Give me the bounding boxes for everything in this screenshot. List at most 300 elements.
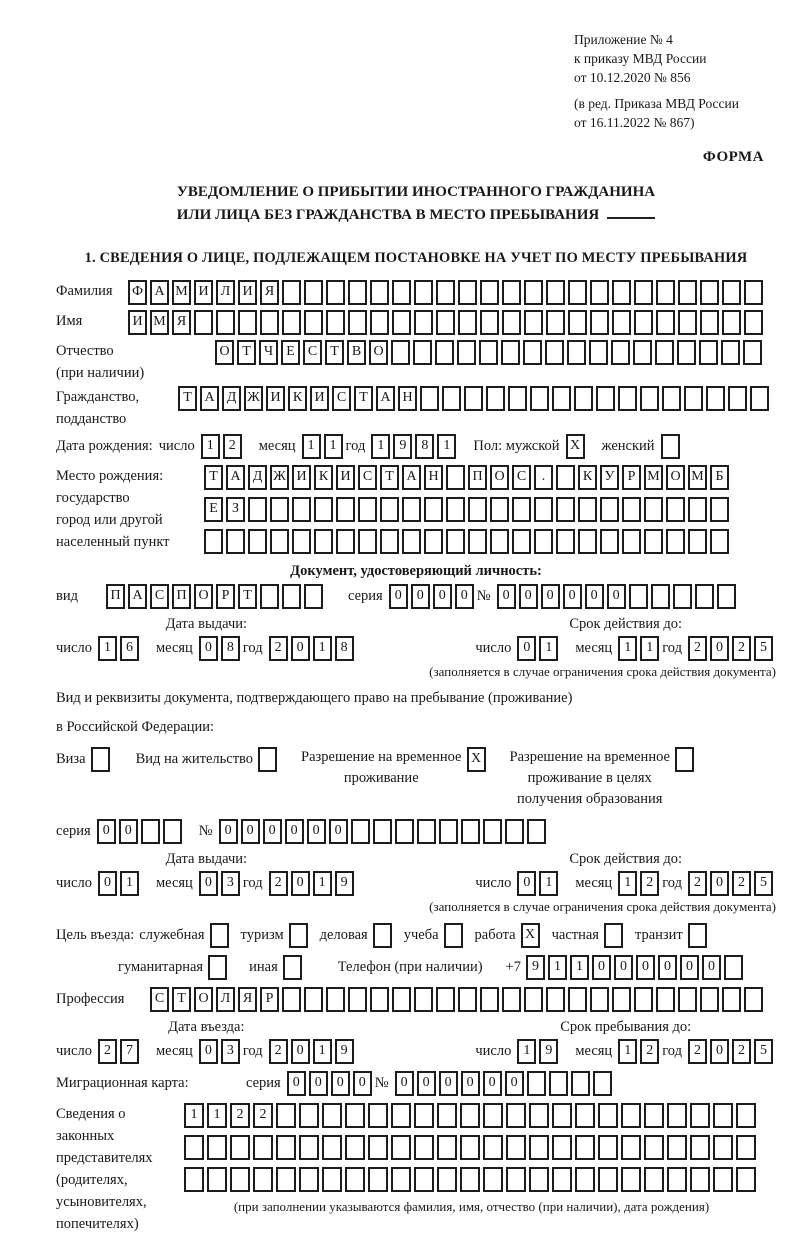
char-cell[interactable] xyxy=(141,819,160,844)
char-cell[interactable] xyxy=(358,497,377,522)
char-cell[interactable]: П xyxy=(172,584,191,609)
char-cell[interactable]: Ж xyxy=(270,465,289,490)
char-cell[interactable]: Я xyxy=(172,310,191,335)
char-cell[interactable]: 9 xyxy=(335,1039,354,1064)
char-cell[interactable] xyxy=(276,1167,296,1192)
char-cell[interactable]: И xyxy=(238,280,257,305)
char-cell[interactable] xyxy=(230,1167,250,1192)
char-cell[interactable]: 6 xyxy=(120,636,139,661)
char-cell[interactable] xyxy=(744,280,763,305)
char-cell[interactable] xyxy=(226,529,245,554)
char-cell[interactable]: 0 xyxy=(287,1071,306,1096)
char-cell[interactable] xyxy=(529,1135,549,1160)
char-cell[interactable] xyxy=(414,1135,434,1160)
char-cell[interactable] xyxy=(678,280,697,305)
char-cell[interactable]: А xyxy=(376,386,395,411)
char-cell[interactable]: 9 xyxy=(335,871,354,896)
char-cell[interactable]: X xyxy=(467,747,486,772)
char-cell[interactable] xyxy=(590,310,609,335)
char-cell[interactable] xyxy=(666,497,685,522)
char-cell[interactable]: И xyxy=(128,310,147,335)
char-cell[interactable] xyxy=(442,386,461,411)
char-cell[interactable] xyxy=(299,1167,319,1192)
char-cell[interactable]: 0 xyxy=(563,584,582,609)
char-cell[interactable]: 1 xyxy=(570,955,589,980)
char-cell[interactable] xyxy=(666,529,685,554)
char-cell[interactable]: 1 xyxy=(120,871,139,896)
char-cell[interactable] xyxy=(464,386,483,411)
char-cell[interactable] xyxy=(502,987,521,1012)
char-cell[interactable]: Т xyxy=(172,987,191,1012)
char-cell[interactable]: М xyxy=(644,465,663,490)
char-cell[interactable]: К xyxy=(288,386,307,411)
char-cell[interactable] xyxy=(545,340,564,365)
char-cell[interactable]: Д xyxy=(248,465,267,490)
char-cell[interactable] xyxy=(644,529,663,554)
char-cell[interactable] xyxy=(690,1135,710,1160)
char-cell[interactable] xyxy=(304,310,323,335)
char-cell[interactable]: 2 xyxy=(732,1039,751,1064)
char-cell[interactable]: 5 xyxy=(754,1039,773,1064)
char-cell[interactable]: 0 xyxy=(199,636,218,661)
char-cell[interactable]: К xyxy=(314,465,333,490)
char-cell[interactable] xyxy=(534,497,553,522)
char-cell[interactable]: Е xyxy=(204,497,223,522)
char-cell[interactable]: 0 xyxy=(331,1071,350,1096)
char-cell[interactable] xyxy=(370,310,389,335)
char-cell[interactable] xyxy=(414,987,433,1012)
char-cell[interactable] xyxy=(490,497,509,522)
char-cell[interactable] xyxy=(622,497,641,522)
char-cell[interactable] xyxy=(736,1135,756,1160)
char-cell[interactable] xyxy=(282,310,301,335)
char-cell[interactable] xyxy=(710,529,729,554)
char-cell[interactable]: 3 xyxy=(221,1039,240,1064)
char-cell[interactable] xyxy=(549,1071,568,1096)
char-cell[interactable] xyxy=(446,465,465,490)
char-cell[interactable] xyxy=(568,310,587,335)
char-cell[interactable] xyxy=(596,386,615,411)
char-cell[interactable]: X xyxy=(521,923,540,948)
char-cell[interactable] xyxy=(417,819,436,844)
char-cell[interactable] xyxy=(299,1103,319,1128)
char-cell[interactable] xyxy=(673,584,692,609)
char-cell[interactable]: 9 xyxy=(526,955,545,980)
char-cell[interactable] xyxy=(621,1103,641,1128)
char-cell[interactable]: 1 xyxy=(313,871,332,896)
char-cell[interactable] xyxy=(546,310,565,335)
char-cell[interactable] xyxy=(444,923,463,948)
char-cell[interactable] xyxy=(194,310,213,335)
char-cell[interactable] xyxy=(314,497,333,522)
char-cell[interactable]: 8 xyxy=(335,636,354,661)
char-cell[interactable] xyxy=(282,280,301,305)
char-cell[interactable] xyxy=(527,819,546,844)
char-cell[interactable] xyxy=(253,1135,273,1160)
char-cell[interactable]: О xyxy=(490,465,509,490)
char-cell[interactable]: У xyxy=(600,465,619,490)
char-cell[interactable]: П xyxy=(468,465,487,490)
char-cell[interactable] xyxy=(629,584,648,609)
char-cell[interactable]: 0 xyxy=(199,871,218,896)
char-cell[interactable] xyxy=(184,1135,204,1160)
char-cell[interactable] xyxy=(530,386,549,411)
char-cell[interactable]: А xyxy=(128,584,147,609)
char-cell[interactable] xyxy=(351,819,370,844)
char-cell[interactable] xyxy=(260,310,279,335)
char-cell[interactable]: 8 xyxy=(221,636,240,661)
char-cell[interactable]: Ч xyxy=(259,340,278,365)
char-cell[interactable] xyxy=(486,386,505,411)
char-cell[interactable]: 0 xyxy=(291,1039,310,1064)
char-cell[interactable] xyxy=(437,1103,457,1128)
char-cell[interactable]: 0 xyxy=(309,1071,328,1096)
char-cell[interactable] xyxy=(750,386,769,411)
char-cell[interactable]: 0 xyxy=(636,955,655,980)
char-cell[interactable]: Б xyxy=(710,465,729,490)
char-cell[interactable] xyxy=(678,987,697,1012)
char-cell[interactable] xyxy=(322,1103,342,1128)
char-cell[interactable] xyxy=(391,340,410,365)
char-cell[interactable] xyxy=(505,819,524,844)
char-cell[interactable] xyxy=(91,747,110,772)
char-cell[interactable]: 0 xyxy=(585,584,604,609)
char-cell[interactable] xyxy=(436,310,455,335)
char-cell[interactable]: 0 xyxy=(680,955,699,980)
char-cell[interactable] xyxy=(458,310,477,335)
char-cell[interactable]: 3 xyxy=(221,871,240,896)
char-cell[interactable]: 0 xyxy=(483,1071,502,1096)
char-cell[interactable]: 0 xyxy=(263,819,282,844)
char-cell[interactable]: С xyxy=(358,465,377,490)
char-cell[interactable] xyxy=(523,340,542,365)
char-cell[interactable]: С xyxy=(150,584,169,609)
char-cell[interactable] xyxy=(690,1167,710,1192)
char-cell[interactable] xyxy=(546,987,565,1012)
char-cell[interactable] xyxy=(593,1071,612,1096)
char-cell[interactable] xyxy=(656,987,675,1012)
char-cell[interactable]: Т xyxy=(204,465,223,490)
char-cell[interactable]: 0 xyxy=(710,871,729,896)
char-cell[interactable] xyxy=(717,584,736,609)
char-cell[interactable] xyxy=(437,1167,457,1192)
char-cell[interactable] xyxy=(502,310,521,335)
char-cell[interactable] xyxy=(424,497,443,522)
char-cell[interactable] xyxy=(270,529,289,554)
char-cell[interactable] xyxy=(575,1135,595,1160)
char-cell[interactable] xyxy=(527,1071,546,1096)
char-cell[interactable] xyxy=(184,1167,204,1192)
char-cell[interactable]: . xyxy=(534,465,553,490)
char-cell[interactable]: 0 xyxy=(517,871,536,896)
char-cell[interactable]: 0 xyxy=(497,584,516,609)
char-cell[interactable] xyxy=(304,987,323,1012)
char-cell[interactable] xyxy=(506,1103,526,1128)
char-cell[interactable]: 2 xyxy=(640,871,659,896)
char-cell[interactable]: Т xyxy=(237,340,256,365)
char-cell[interactable] xyxy=(634,280,653,305)
char-cell[interactable] xyxy=(402,529,421,554)
char-cell[interactable]: М xyxy=(688,465,707,490)
char-cell[interactable]: 0 xyxy=(97,819,116,844)
char-cell[interactable] xyxy=(578,529,597,554)
char-cell[interactable]: 0 xyxy=(710,636,729,661)
char-cell[interactable] xyxy=(348,310,367,335)
char-cell[interactable] xyxy=(524,987,543,1012)
char-cell[interactable] xyxy=(468,529,487,554)
char-cell[interactable]: 0 xyxy=(119,819,138,844)
char-cell[interactable] xyxy=(552,1103,572,1128)
char-cell[interactable] xyxy=(439,819,458,844)
char-cell[interactable]: 2 xyxy=(269,871,288,896)
char-cell[interactable]: 5 xyxy=(754,871,773,896)
char-cell[interactable]: С xyxy=(150,987,169,1012)
char-cell[interactable]: 0 xyxy=(607,584,626,609)
char-cell[interactable] xyxy=(556,497,575,522)
char-cell[interactable]: О xyxy=(215,340,234,365)
char-cell[interactable] xyxy=(435,340,454,365)
char-cell[interactable]: 0 xyxy=(199,1039,218,1064)
char-cell[interactable] xyxy=(208,955,227,980)
char-cell[interactable] xyxy=(644,1135,664,1160)
char-cell[interactable] xyxy=(292,497,311,522)
char-cell[interactable] xyxy=(204,529,223,554)
char-cell[interactable] xyxy=(460,1135,480,1160)
char-cell[interactable]: 2 xyxy=(253,1103,273,1128)
char-cell[interactable]: 1 xyxy=(184,1103,204,1128)
char-cell[interactable] xyxy=(480,280,499,305)
char-cell[interactable] xyxy=(700,280,719,305)
char-cell[interactable] xyxy=(276,1103,296,1128)
char-cell[interactable]: Т xyxy=(238,584,257,609)
char-cell[interactable]: И xyxy=(310,386,329,411)
char-cell[interactable]: 0 xyxy=(417,1071,436,1096)
char-cell[interactable]: Т xyxy=(178,386,197,411)
char-cell[interactable] xyxy=(420,386,439,411)
char-cell[interactable]: 9 xyxy=(539,1039,558,1064)
char-cell[interactable] xyxy=(207,1135,227,1160)
char-cell[interactable] xyxy=(336,529,355,554)
char-cell[interactable] xyxy=(656,280,675,305)
char-cell[interactable]: 0 xyxy=(389,584,408,609)
char-cell[interactable]: Л xyxy=(216,987,235,1012)
char-cell[interactable] xyxy=(276,1135,296,1160)
char-cell[interactable]: 1 xyxy=(640,636,659,661)
char-cell[interactable] xyxy=(622,529,641,554)
char-cell[interactable] xyxy=(600,529,619,554)
char-cell[interactable]: 2 xyxy=(269,636,288,661)
char-cell[interactable]: 0 xyxy=(505,1071,524,1096)
char-cell[interactable] xyxy=(667,1103,687,1128)
char-cell[interactable] xyxy=(207,1167,227,1192)
char-cell[interactable]: 0 xyxy=(291,636,310,661)
char-cell[interactable] xyxy=(612,987,631,1012)
char-cell[interactable] xyxy=(575,1167,595,1192)
char-cell[interactable] xyxy=(634,987,653,1012)
char-cell[interactable] xyxy=(590,280,609,305)
char-cell[interactable]: 0 xyxy=(614,955,633,980)
char-cell[interactable]: В xyxy=(347,340,366,365)
char-cell[interactable]: 2 xyxy=(732,871,751,896)
char-cell[interactable]: И xyxy=(194,280,213,305)
char-cell[interactable] xyxy=(392,310,411,335)
char-cell[interactable] xyxy=(248,497,267,522)
char-cell[interactable] xyxy=(512,529,531,554)
char-cell[interactable] xyxy=(688,497,707,522)
char-cell[interactable]: 1 xyxy=(98,636,117,661)
char-cell[interactable] xyxy=(598,1167,618,1192)
char-cell[interactable] xyxy=(395,819,414,844)
char-cell[interactable]: Р xyxy=(260,987,279,1012)
char-cell[interactable] xyxy=(414,280,433,305)
char-cell[interactable]: 0 xyxy=(395,1071,414,1096)
char-cell[interactable] xyxy=(253,1167,273,1192)
char-cell[interactable]: Д xyxy=(222,386,241,411)
char-cell[interactable] xyxy=(391,1135,411,1160)
char-cell[interactable]: К xyxy=(578,465,597,490)
char-cell[interactable] xyxy=(598,1135,618,1160)
char-cell[interactable] xyxy=(368,1135,388,1160)
char-cell[interactable] xyxy=(644,1103,664,1128)
char-cell[interactable] xyxy=(322,1167,342,1192)
char-cell[interactable]: 0 xyxy=(285,819,304,844)
char-cell[interactable] xyxy=(634,310,653,335)
char-cell[interactable] xyxy=(713,1103,733,1128)
char-cell[interactable] xyxy=(524,280,543,305)
char-cell[interactable] xyxy=(568,987,587,1012)
char-cell[interactable] xyxy=(675,747,694,772)
char-cell[interactable]: 1 xyxy=(539,871,558,896)
char-cell[interactable] xyxy=(529,1167,549,1192)
char-cell[interactable]: 1 xyxy=(371,434,390,459)
char-cell[interactable] xyxy=(480,987,499,1012)
char-cell[interactable]: Р xyxy=(622,465,641,490)
char-cell[interactable] xyxy=(358,529,377,554)
char-cell[interactable] xyxy=(373,819,392,844)
char-cell[interactable] xyxy=(575,1103,595,1128)
char-cell[interactable] xyxy=(724,955,743,980)
char-cell[interactable]: И xyxy=(266,386,285,411)
char-cell[interactable]: Ж xyxy=(244,386,263,411)
char-cell[interactable]: Т xyxy=(380,465,399,490)
char-cell[interactable] xyxy=(437,1135,457,1160)
char-cell[interactable] xyxy=(699,340,718,365)
char-cell[interactable] xyxy=(424,529,443,554)
char-cell[interactable]: О xyxy=(369,340,388,365)
char-cell[interactable] xyxy=(458,987,477,1012)
char-cell[interactable] xyxy=(667,1167,687,1192)
char-cell[interactable]: 0 xyxy=(702,955,721,980)
char-cell[interactable] xyxy=(457,340,476,365)
char-cell[interactable] xyxy=(326,987,345,1012)
char-cell[interactable]: А xyxy=(226,465,245,490)
char-cell[interactable] xyxy=(480,310,499,335)
char-cell[interactable]: П xyxy=(106,584,125,609)
char-cell[interactable] xyxy=(512,497,531,522)
char-cell[interactable] xyxy=(534,529,553,554)
char-cell[interactable]: 7 xyxy=(120,1039,139,1064)
char-cell[interactable]: М xyxy=(150,310,169,335)
char-cell[interactable]: 0 xyxy=(291,871,310,896)
char-cell[interactable] xyxy=(706,386,725,411)
char-cell[interactable] xyxy=(468,497,487,522)
char-cell[interactable] xyxy=(743,340,762,365)
char-cell[interactable]: 5 xyxy=(754,636,773,661)
char-cell[interactable] xyxy=(552,386,571,411)
char-cell[interactable]: 0 xyxy=(353,1071,372,1096)
char-cell[interactable]: 1 xyxy=(207,1103,227,1128)
char-cell[interactable] xyxy=(345,1167,365,1192)
char-cell[interactable]: 2 xyxy=(688,871,707,896)
char-cell[interactable] xyxy=(506,1135,526,1160)
char-cell[interactable] xyxy=(710,497,729,522)
char-cell[interactable] xyxy=(248,529,267,554)
char-cell[interactable] xyxy=(556,465,575,490)
char-cell[interactable]: А xyxy=(402,465,421,490)
char-cell[interactable] xyxy=(258,747,277,772)
char-cell[interactable] xyxy=(402,497,421,522)
char-cell[interactable]: 1 xyxy=(618,1039,637,1064)
char-cell[interactable] xyxy=(380,497,399,522)
char-cell[interactable] xyxy=(230,1135,250,1160)
char-cell[interactable] xyxy=(391,1103,411,1128)
char-cell[interactable] xyxy=(695,584,714,609)
char-cell[interactable] xyxy=(618,386,637,411)
char-cell[interactable] xyxy=(600,497,619,522)
char-cell[interactable]: 1 xyxy=(302,434,321,459)
char-cell[interactable] xyxy=(644,1167,664,1192)
char-cell[interactable]: 0 xyxy=(98,871,117,896)
char-cell[interactable]: 9 xyxy=(393,434,412,459)
char-cell[interactable]: Е xyxy=(281,340,300,365)
char-cell[interactable] xyxy=(640,386,659,411)
char-cell[interactable] xyxy=(656,310,675,335)
char-cell[interactable] xyxy=(590,987,609,1012)
char-cell[interactable]: 2 xyxy=(230,1103,250,1128)
char-cell[interactable] xyxy=(722,310,741,335)
char-cell[interactable]: 0 xyxy=(411,584,430,609)
char-cell[interactable] xyxy=(501,340,520,365)
char-cell[interactable] xyxy=(260,584,279,609)
char-cell[interactable] xyxy=(621,1135,641,1160)
char-cell[interactable] xyxy=(506,1167,526,1192)
char-cell[interactable] xyxy=(238,310,257,335)
char-cell[interactable] xyxy=(633,340,652,365)
char-cell[interactable] xyxy=(446,497,465,522)
char-cell[interactable]: X xyxy=(566,434,585,459)
char-cell[interactable] xyxy=(436,987,455,1012)
char-cell[interactable] xyxy=(292,529,311,554)
char-cell[interactable] xyxy=(502,280,521,305)
char-cell[interactable] xyxy=(282,987,301,1012)
char-cell[interactable]: 2 xyxy=(269,1039,288,1064)
char-cell[interactable] xyxy=(348,987,367,1012)
char-cell[interactable] xyxy=(461,819,480,844)
char-cell[interactable] xyxy=(578,497,597,522)
char-cell[interactable]: 0 xyxy=(241,819,260,844)
char-cell[interactable] xyxy=(304,280,323,305)
char-cell[interactable] xyxy=(392,987,411,1012)
char-cell[interactable]: 1 xyxy=(324,434,343,459)
char-cell[interactable] xyxy=(524,310,543,335)
char-cell[interactable]: 2 xyxy=(98,1039,117,1064)
char-cell[interactable] xyxy=(373,923,392,948)
char-cell[interactable] xyxy=(736,1103,756,1128)
char-cell[interactable]: Ф xyxy=(128,280,147,305)
char-cell[interactable]: М xyxy=(172,280,191,305)
char-cell[interactable] xyxy=(604,923,623,948)
char-cell[interactable]: И xyxy=(292,465,311,490)
